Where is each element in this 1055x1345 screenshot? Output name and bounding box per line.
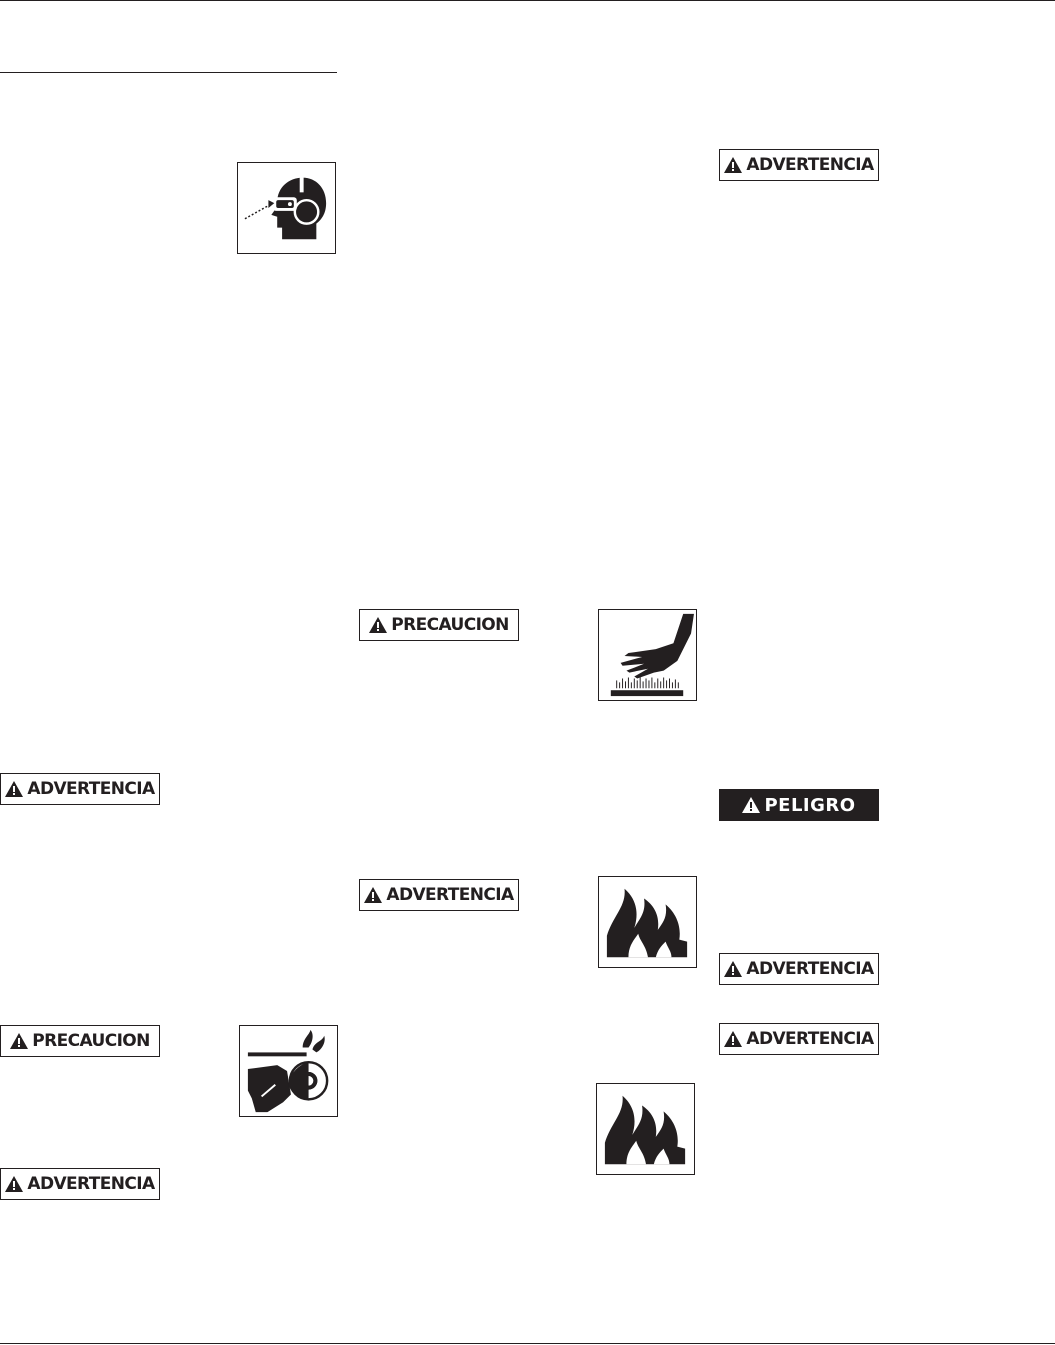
advertencia-label	[359, 879, 519, 911]
bottom-rule	[0, 1343, 1055, 1344]
advertencia-label	[719, 1023, 879, 1055]
warning-triangle-icon	[369, 617, 387, 633]
precaucion-label	[359, 609, 519, 641]
eye-and-ear-protection-icon	[237, 162, 336, 254]
top-rule	[0, 0, 1055, 1]
peligro-label	[719, 789, 879, 821]
warning-triangle-icon	[724, 157, 742, 173]
warning-triangle-icon	[5, 781, 23, 797]
advertencia-text: ADVERTENCIA	[27, 1174, 155, 1194]
advertencia-text: ADVERTENCIA	[27, 779, 155, 799]
precaucion-text: PRECAUCION	[391, 615, 509, 635]
warning-triangle-icon	[742, 797, 760, 813]
advertencia-label	[719, 953, 879, 985]
warning-triangle-icon	[724, 1031, 742, 1047]
advertencia-label	[0, 1168, 160, 1200]
advertencia-text: ADVERTENCIA	[746, 1029, 874, 1049]
precaucion-text: PRECAUCION	[32, 1031, 150, 1051]
fire-hazard-icon	[596, 1083, 695, 1175]
advertencia-label	[719, 149, 879, 181]
precaucion-label	[0, 1025, 160, 1057]
advertencia-text: ADVERTENCIA	[746, 959, 874, 979]
section-heading-rule	[0, 72, 337, 73]
warning-triangle-icon	[5, 1176, 23, 1192]
hot-surface-icon	[598, 609, 697, 701]
advertencia-label	[0, 773, 160, 805]
warning-triangle-icon	[364, 887, 382, 903]
advertencia-text: ADVERTENCIA	[386, 885, 514, 905]
fire-hazard-icon	[598, 876, 697, 968]
peligro-text: PELIGRO	[764, 794, 856, 816]
hand-entanglement-icon	[239, 1025, 338, 1117]
warning-triangle-icon	[724, 961, 742, 977]
warning-triangle-icon	[10, 1033, 28, 1049]
advertencia-text: ADVERTENCIA	[746, 155, 874, 175]
